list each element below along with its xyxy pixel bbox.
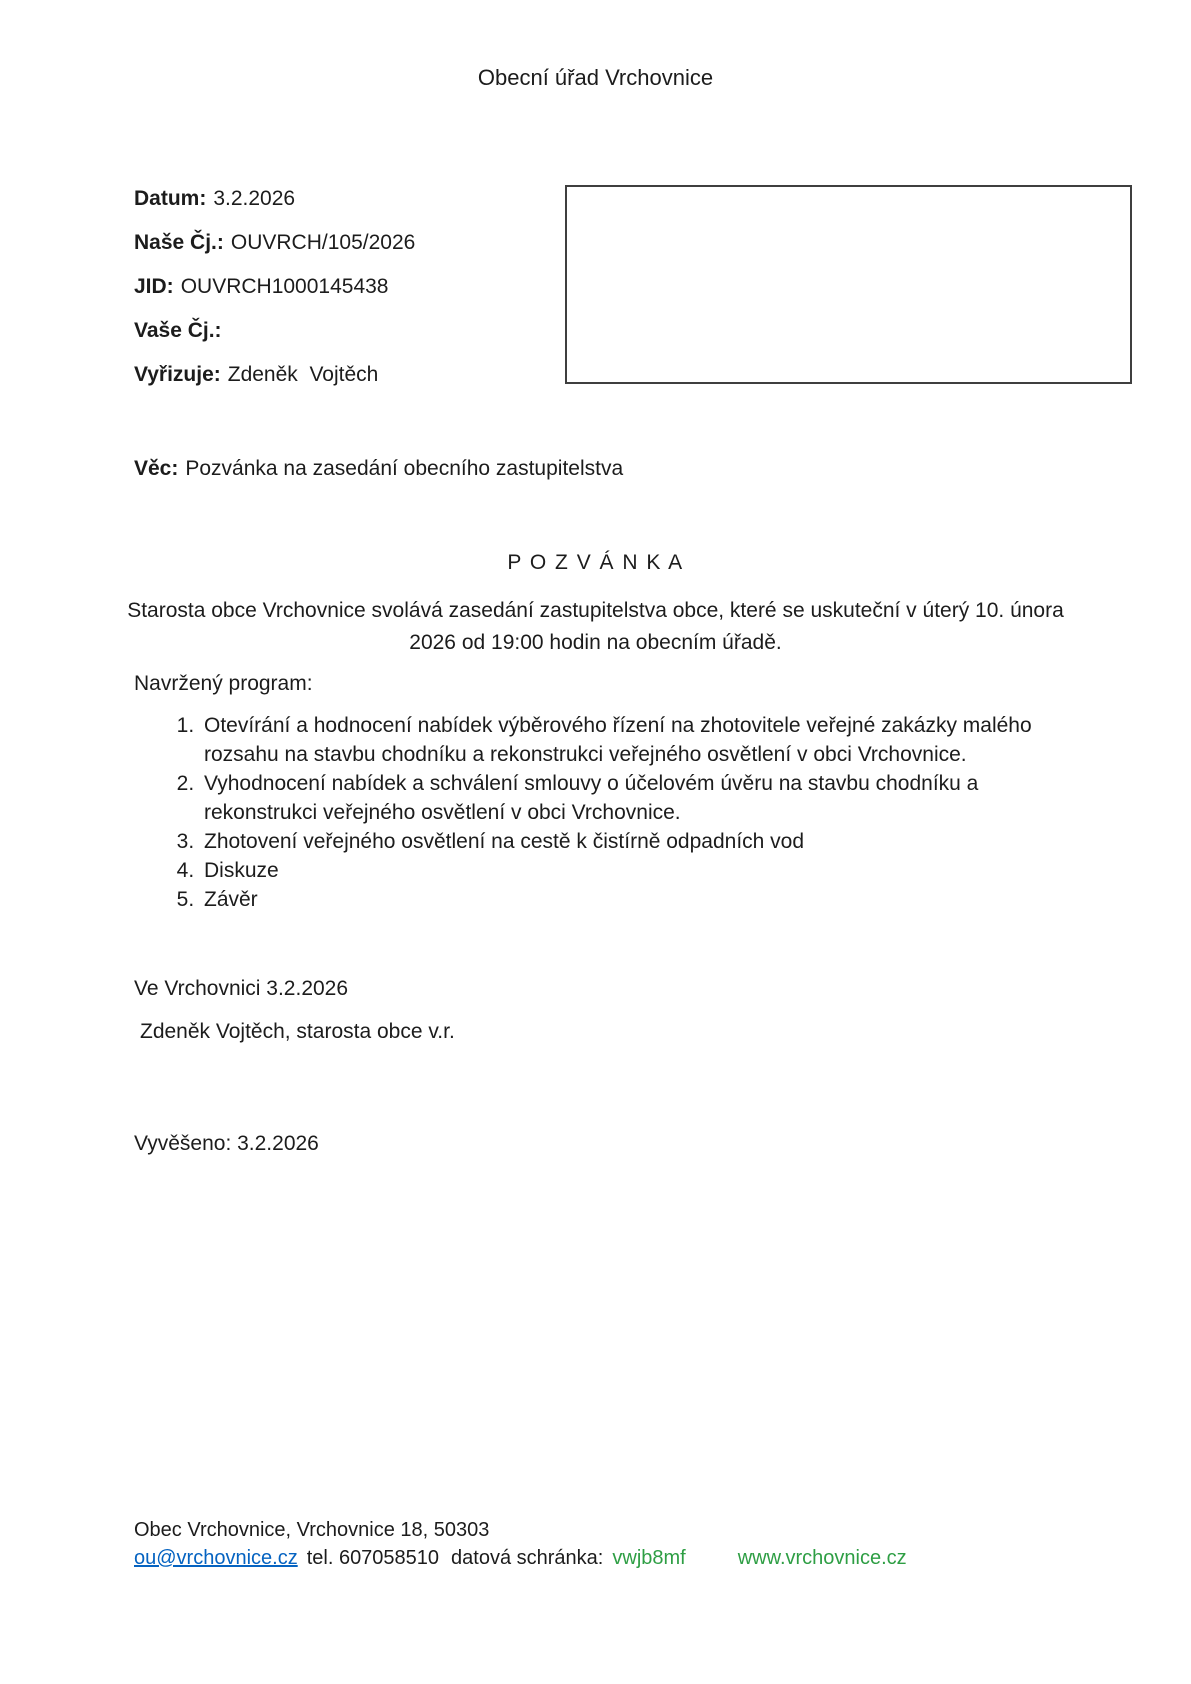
program-label: Navržený program: [134, 672, 313, 695]
footer-databox-label: datová schránka: [451, 1547, 604, 1569]
nase-cj-value: OUVRCH/105/2026 [230, 231, 416, 254]
program-item-3: 3. Zhotovení veřejného osvětlení na cestě k čistírně odpadních vod [200, 827, 1064, 856]
vyrizuje-value: Zdeněk Vojtěch [227, 363, 379, 386]
meta-line-nase-cj [134, 229, 534, 257]
meta-line-jid [134, 273, 534, 301]
subject-line [134, 455, 623, 483]
closing-place-date: Ve Vrchovnici 3.2.2026 [134, 977, 349, 1000]
vyrizuje-label: Vyřizuje: [134, 363, 221, 386]
datum-value: 3.2.2026 [213, 187, 296, 210]
meta-line-datum [134, 185, 534, 213]
footer-address: Obec Vrchovnice, Vrchovnice 18, 50303 [134, 1519, 490, 1541]
addressee-box [565, 185, 1132, 384]
closing-signature: Zdeněk Vojtěch, starosta obce v.r. [140, 1020, 455, 1043]
datum-label: Datum: [134, 187, 207, 210]
invitation-heading: P O Z V Á N K A [507, 551, 684, 574]
jid-value: OUVRCH1000145438 [180, 275, 389, 298]
invitation-body-line2: 2026 od 19:00 hodin na obecním úřadě. [409, 631, 782, 654]
footer-website: www.vrchovnice.cz [737, 1547, 907, 1569]
program-item-2: 2. Vyhodnocení nabídek a schválení smlouvy o účelovém úvěru na stavbu chodníku a rekonstrukci veřejného osvětlení v obci Vrchovnice. [200, 769, 1064, 827]
program-item-5: 5. Závěr [200, 885, 1064, 914]
invitation-body [0, 595, 1191, 659]
jid-label: JID: [134, 275, 174, 298]
posted-date: Vyvěšeno: 3.2.2026 [134, 1132, 319, 1155]
page-footer [134, 1516, 1114, 1572]
meta-line-vyrizuje [134, 361, 534, 389]
program-list [134, 711, 1064, 914]
program-item-1: 1. Otevírání a hodnocení nabídek výběrového řízení na zhotovitele veřejné zakázky malého rozsahu na stavbu chodníku a rekonstrukci veřejného osvětlení v obci Vrchovnice. [200, 711, 1064, 769]
doc-title: Obecní úřad Vrchovnice [477, 65, 714, 90]
footer-email-link[interactable]: ou@vrchovnice.cz [134, 1547, 298, 1569]
program-item-4: 4. Diskuze [200, 856, 1064, 885]
meta-line-vase-cj [134, 317, 534, 345]
invitation-body-line1: Starosta obce Vrchovnice svolává zasedání zastupitelstva obce, které se uskuteční v úterý 10. února [127, 599, 1064, 622]
subject-value: Pozvánka na zasedání obecního zastupitelstva [185, 457, 624, 480]
footer-phone: tel. 607058510 [306, 1547, 440, 1569]
subject-label: Věc: [134, 457, 179, 480]
footer-databox-value: vwjb8mf [612, 1547, 686, 1569]
meta-block [134, 185, 534, 405]
footer-contacts [134, 1544, 1114, 1572]
nase-cj-label: Naše Čj.: [134, 231, 224, 254]
vase-cj-label: Vaše Čj.: [134, 319, 222, 342]
